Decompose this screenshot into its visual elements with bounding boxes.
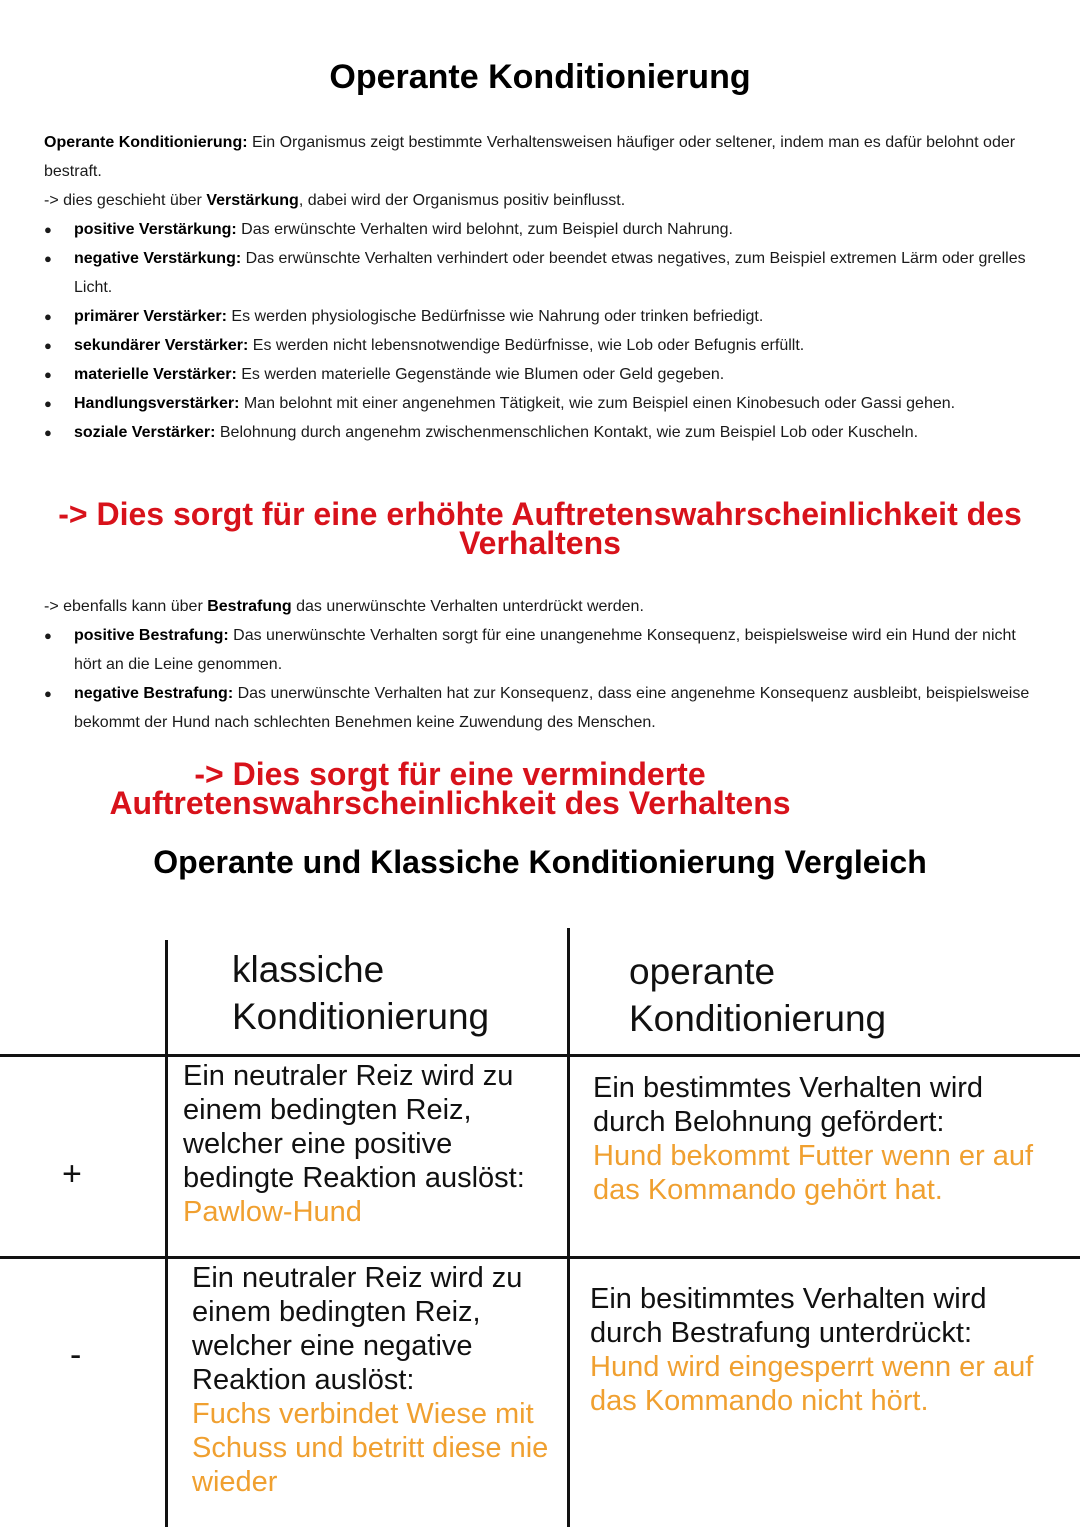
definition — [44, 128, 1044, 186]
classic-negative-text: Ein neutraler Reiz wird zu einem bedingten Reiz, welcher eine negative Reaktion auslöst: — [192, 1262, 523, 1396]
classic-negative-example: Fuchs verbindet Wiese mit Schuss und betritt diese nie wieder — [192, 1398, 549, 1498]
item-text: Das unerwünschte Verhalten hat zur Konsequenz, dass eine angenehme Konsequenz ausbleibt, beispielsweise bekommt der Hund nach schlechten Benehmen keine Zuwendung des Menschen. — [74, 685, 1030, 731]
intro-prefix: -> ebenfalls kann über — [44, 598, 208, 615]
table-vline-1 — [165, 940, 168, 1527]
item-term: negative Verstärkung: — [74, 250, 242, 267]
item-term: negative Bestrafung: — [74, 685, 234, 702]
definition-text: Ein Organismus zeigt bestimmte Verhaltensweisen häufiger oder seltener, indem man es dafür belohnt oder bestraft. — [44, 134, 1016, 180]
conclusion-decrease-line1: -> Dies sorgt für eine verminderte — [194, 756, 706, 792]
item-text: Das unerwünschte Verhalten sorgt für eine unangenehme Konsequenz, beispielsweise wird ein Hund der nicht hört an die Leine genommen. — [74, 627, 1016, 673]
header-operant: operante Konditionierung — [629, 951, 887, 1039]
punishment-intro — [44, 592, 1044, 621]
intro-suffix: das unerwünschte Verhalten unterdrückt werden. — [291, 598, 644, 615]
item-text: Es werden materielle Gegenstände wie Blumen oder Geld gegeben. — [236, 366, 725, 383]
intro-term: Verstärkung — [206, 192, 299, 209]
reinforcement-intro — [44, 186, 1044, 215]
operant-positive-example: Hund bekommt Futter wenn er auf das Kommando gehört hat. — [593, 1140, 1034, 1206]
table-hline-1 — [0, 1054, 1080, 1057]
comparison-title: Operante und Klassiche Konditionierung Vergleich — [153, 844, 927, 880]
intro-term: Bestrafung — [207, 598, 292, 615]
item-text: Es werden nicht lebensnotwendige Bedürfnisse, wie Lob oder Befugnis erfüllt. — [248, 337, 805, 354]
classic-positive-example: Pawlow-Hund — [183, 1196, 362, 1228]
item-term: Handlungsverstärker: — [74, 395, 240, 412]
item-text: Das erwünschte Verhalten verhindert oder beendet etwas negatives, zum Beispiel extremen Lärm oder grelles Licht. — [74, 250, 1026, 296]
row-sign-minus: - — [70, 1336, 82, 1374]
item-term: primärer Verstärker: — [74, 308, 227, 325]
punishment-list — [44, 621, 1044, 737]
operant-negative-example: Hund wird eingesperrt wenn er auf das Kommando nicht hört. — [590, 1351, 1034, 1417]
item-term: positive Verstärkung: — [74, 221, 237, 238]
punishment-section — [44, 592, 1044, 737]
page-title: Operante Konditionierung — [329, 58, 751, 96]
list-item — [44, 215, 1044, 244]
list-item — [44, 389, 1044, 418]
operant-positive-text: Ein bestimmtes Verhalten wird durch Belohnung gefördert: — [593, 1072, 984, 1138]
definition-term: Operante Konditionierung: — [44, 134, 248, 151]
conclusion-decrease-line2: Auftretenswahrscheinlichkeit des Verhaltens — [109, 785, 791, 821]
item-text: Das erwünschte Verhalten wird belohnt, zum Beispiel durch Nahrung. — [236, 221, 733, 238]
cell-operant-negative — [590, 1282, 1050, 1418]
classic-positive-text: Ein neutraler Reiz wird zu einem bedingten Reiz, welcher eine positive bedingte Reaktion auslöst: — [183, 1060, 525, 1194]
list-item — [44, 360, 1044, 389]
item-text: Man belohnt mit einer angenehmen Tätigkeit, wie zum Beispiel einen Kinobesuch oder Gassi gehen. — [239, 395, 956, 412]
list-item — [44, 679, 1044, 737]
intro-suffix: , dabei wird der Organismus positiv beinflusst. — [298, 192, 626, 209]
cell-classic-positive — [183, 1059, 553, 1229]
item-text: Es werden physiologische Bedürfnisse wie Nahrung oder trinken befriedigt. — [226, 308, 764, 325]
item-term: sekundärer Verstärker: — [74, 337, 249, 354]
cell-classic-negative — [192, 1261, 557, 1499]
list-item — [44, 244, 1044, 302]
list-item — [44, 302, 1044, 331]
list-item — [44, 621, 1044, 679]
table-vline-2 — [567, 928, 570, 1527]
reinforcement-list — [44, 215, 1044, 447]
operant-negative-text: Ein besitimmtes Verhalten wird durch Bestrafung unterdrückt: — [590, 1283, 987, 1349]
cell-operant-positive — [593, 1071, 1043, 1207]
header-classic: klassiche Konditionierung — [232, 949, 490, 1037]
row-sign-plus: + — [62, 1155, 82, 1193]
table-hline-2 — [0, 1256, 1080, 1259]
conclusion-increase: -> Dies sorgt für eine erhöhte Auftretenswahrscheinlichkeit des Verhaltens — [58, 496, 1022, 561]
item-term: positive Bestrafung: — [74, 627, 229, 644]
item-term: materielle Verstärker: — [74, 366, 237, 383]
list-item — [44, 418, 1044, 447]
item-text: Belohnung durch angenehm zwischenmenschlichen Kontakt, wie zum Beispiel Lob oder Kuscheln. — [215, 424, 919, 441]
conclusion-decrease — [0, 756, 900, 821]
item-term: soziale Verstärker: — [74, 424, 216, 441]
reinforcement-section — [44, 128, 1044, 447]
intro-prefix: -> dies geschieht über — [44, 192, 207, 209]
list-item — [44, 331, 1044, 360]
